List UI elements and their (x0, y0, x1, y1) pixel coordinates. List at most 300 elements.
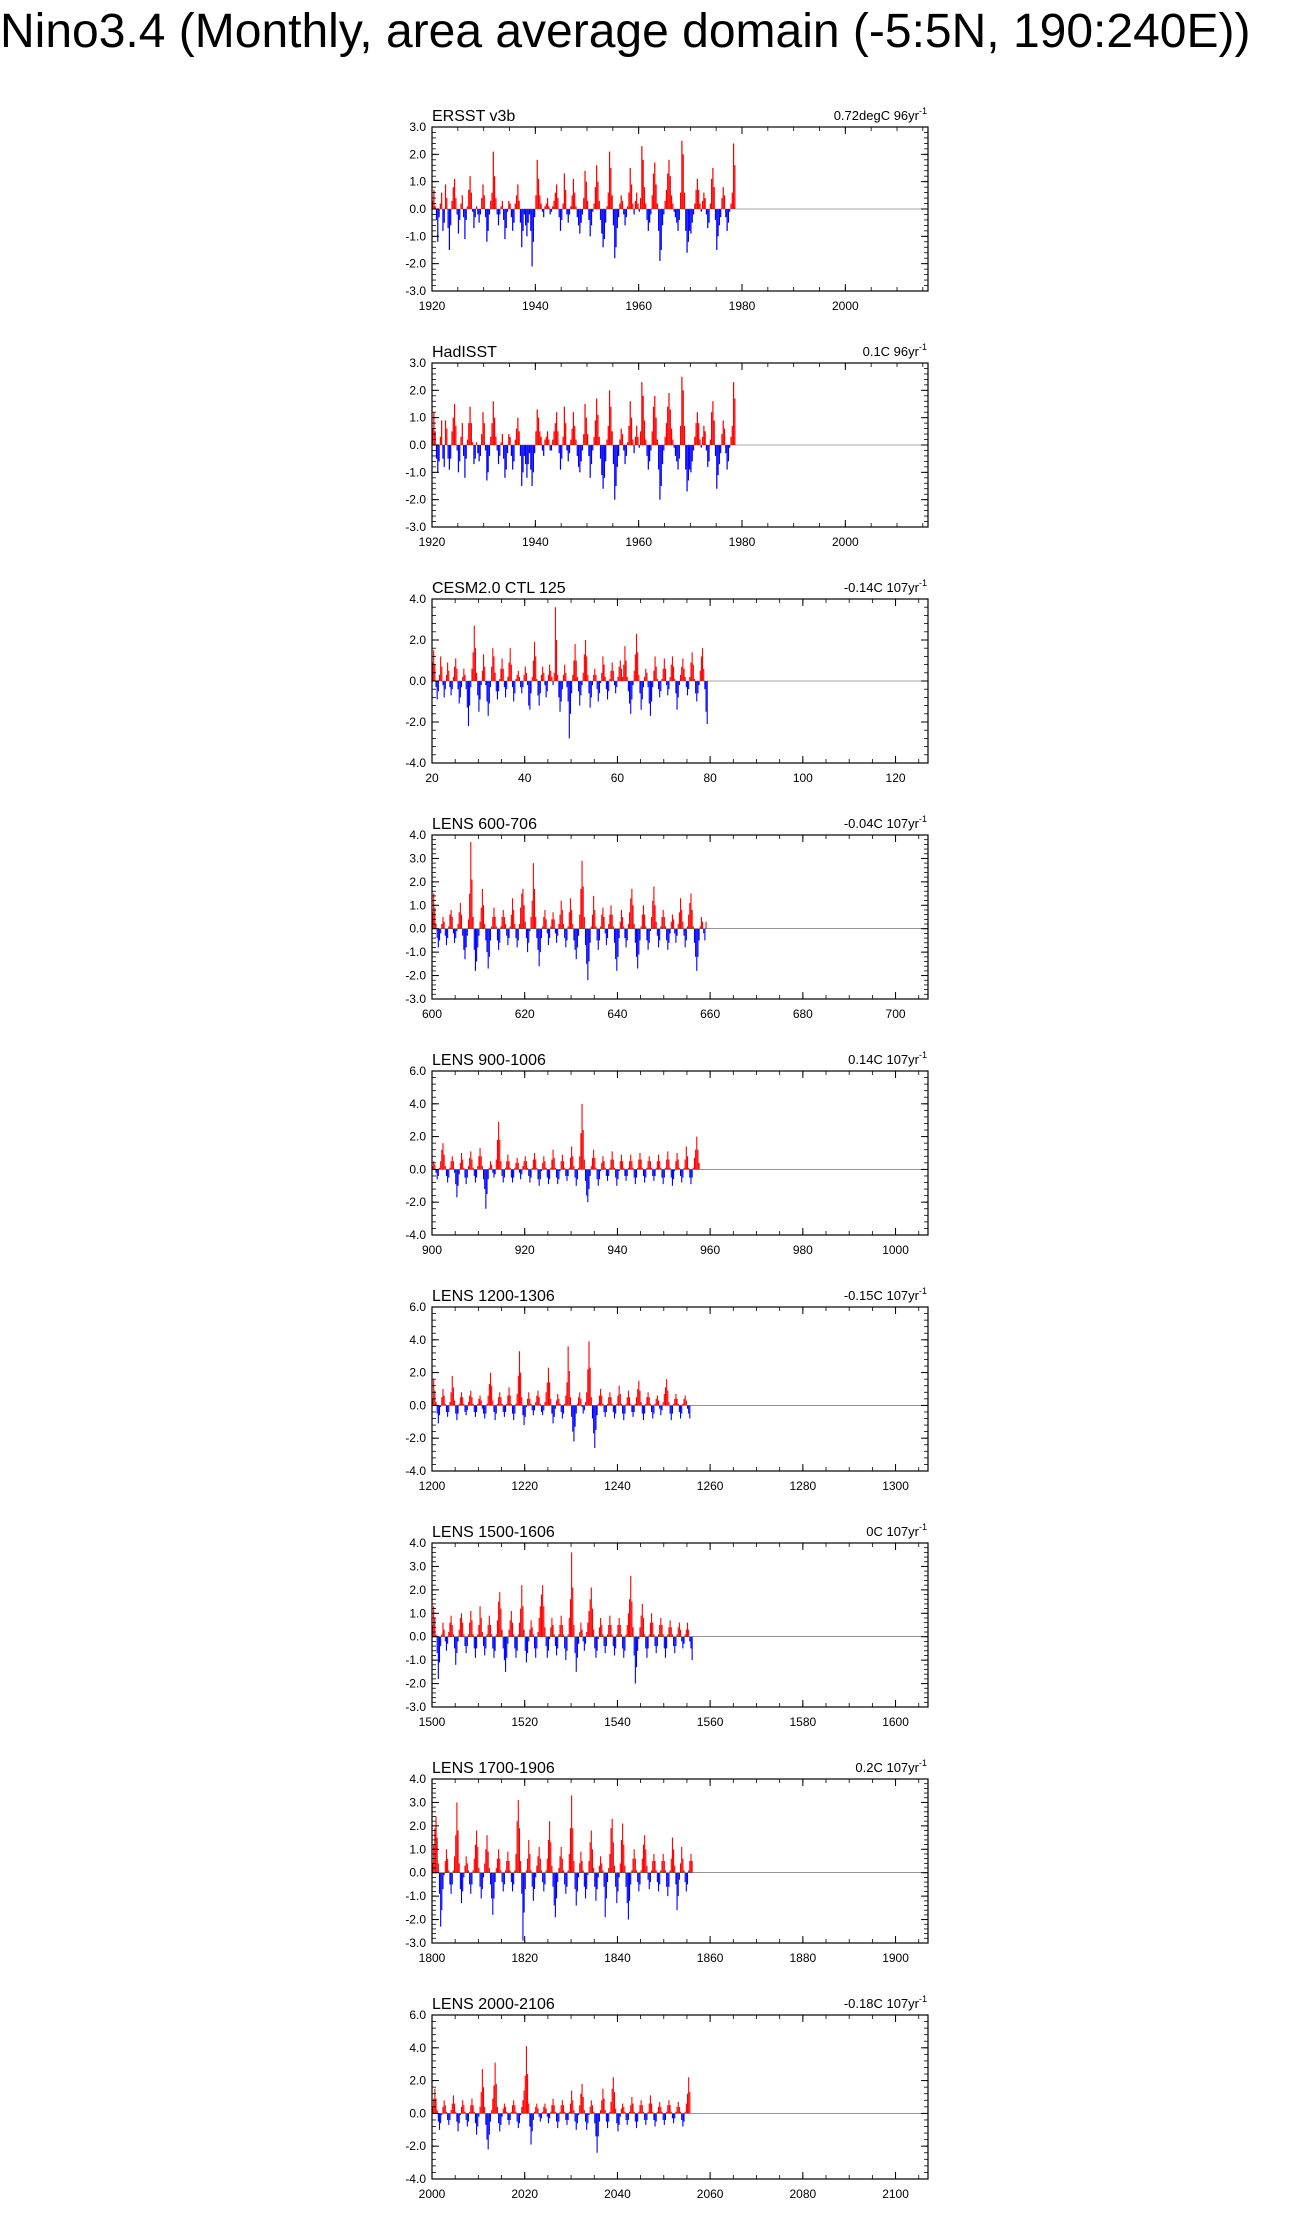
bar-negative (646, 445, 647, 456)
bar-positive (524, 675, 525, 681)
bar-positive (627, 206, 628, 209)
bar-negative (496, 1405, 497, 1413)
bar-positive (571, 1146, 572, 1169)
bar-negative (650, 1873, 651, 1882)
bar-negative (554, 1873, 555, 1906)
bar-negative (459, 445, 460, 461)
bar-negative (607, 681, 608, 699)
bar-positive (453, 1387, 454, 1405)
bar-negative (445, 929, 446, 936)
bar-positive (555, 607, 556, 681)
bar-negative (544, 681, 545, 685)
bar-positive (447, 1859, 448, 1873)
bar-negative (485, 1405, 486, 1413)
bar-negative (436, 445, 437, 459)
bar-negative (549, 929, 550, 938)
bar-positive (448, 1870, 449, 1872)
bar-positive (462, 1397, 463, 1405)
bar-positive (469, 407, 470, 445)
bar-positive (442, 1143, 443, 1169)
bar-negative (468, 2113, 469, 2121)
bar-positive (629, 1161, 630, 1169)
bar-negative (521, 1169, 522, 1174)
bar-positive (599, 1396, 600, 1406)
bar-negative (681, 2113, 682, 2120)
bar-positive (476, 206, 477, 209)
bar-positive (502, 201, 503, 209)
bar-negative (646, 1637, 647, 1658)
bar-negative (634, 1169, 635, 1177)
bar-negative (506, 1637, 507, 1658)
bar-positive (665, 201, 666, 209)
bar-positive (620, 1625, 621, 1637)
bar-positive (531, 917, 532, 929)
bar-negative (623, 445, 624, 450)
bar-positive (535, 917, 536, 929)
bar-positive (535, 195, 536, 209)
bar-negative (642, 1405, 643, 1413)
bar-negative (686, 209, 687, 253)
bar-negative (453, 929, 454, 934)
bar-negative (537, 929, 538, 950)
bar-negative (437, 445, 438, 472)
bar-positive (586, 656, 587, 681)
bar-negative (619, 929, 620, 938)
x-tick-label: 1860 (696, 1951, 724, 1965)
bar-negative (534, 445, 535, 453)
bar-negative (670, 929, 671, 934)
bar-positive (517, 1394, 518, 1405)
bar-negative (559, 209, 560, 217)
bar-positive (641, 2100, 642, 2113)
bar-negative (490, 2113, 491, 2121)
bar-negative (707, 209, 708, 228)
bar-positive (467, 440, 468, 445)
bar-negative (484, 1637, 485, 1656)
bar-negative (689, 1405, 690, 1418)
bar-negative (504, 1169, 505, 1177)
bar-positive (516, 195, 517, 209)
bar-positive (563, 924, 564, 929)
bar-positive (569, 912, 570, 928)
bar-negative (597, 1405, 598, 1415)
bar-negative (534, 209, 535, 217)
bar-negative (646, 2113, 647, 2120)
bar-negative (616, 1873, 617, 1903)
bar-positive (683, 1399, 684, 1406)
bar-positive (612, 2089, 613, 2114)
bar-positive (645, 204, 646, 209)
bar-negative (701, 209, 702, 212)
bar-positive (495, 198, 496, 209)
bar-negative (449, 445, 450, 470)
bar-negative (436, 209, 437, 220)
bar-negative (522, 1405, 523, 1415)
bar-positive (572, 675, 573, 681)
bar-positive (572, 2100, 573, 2113)
bar-positive (621, 669, 622, 681)
bar-negative (715, 445, 716, 456)
y-tick-label: -4.0 (405, 1228, 426, 1242)
bar-negative (505, 681, 506, 697)
bar-positive (491, 926, 492, 928)
bar-positive (712, 401, 713, 445)
bar-positive (631, 184, 632, 209)
bar-negative (681, 1405, 682, 1413)
bar-negative (572, 1405, 573, 1431)
bar-positive (637, 652, 638, 681)
bar-negative (458, 1405, 459, 1413)
bar-negative (493, 1405, 494, 1412)
bar-positive (446, 675, 447, 681)
bar-positive (458, 1831, 459, 1873)
bar-positive (553, 431, 554, 445)
bar-positive (564, 665, 565, 681)
bar-positive (460, 903, 461, 929)
bar-negative (446, 1169, 447, 1176)
x-tick-label: 1300 (882, 1479, 909, 1493)
bar-negative (689, 1169, 690, 1177)
bar-positive (622, 917, 623, 929)
bar-negative (606, 1405, 607, 1412)
bar-positive (637, 437, 638, 445)
bar-positive (650, 2095, 651, 2113)
bar-negative (456, 1405, 457, 1420)
bar-positive (670, 176, 671, 209)
bar-positive (493, 401, 494, 445)
bar-negative (531, 681, 532, 693)
bar-positive (449, 1623, 450, 1637)
bar-negative (727, 209, 728, 231)
bar-positive (510, 926, 511, 928)
bar-negative (556, 1873, 557, 1899)
bar-positive (552, 440, 553, 445)
bar-positive (637, 204, 638, 209)
bar-negative (658, 209, 659, 231)
bar-positive (439, 675, 440, 681)
bar-positive (655, 418, 656, 445)
bar-negative (615, 1169, 616, 1177)
bar-negative (706, 681, 707, 712)
bar-positive (690, 894, 691, 929)
bar-negative (578, 1873, 579, 1878)
bar-positive (528, 2104, 529, 2114)
bar-positive (580, 1852, 581, 1873)
bar-positive (549, 665, 550, 681)
bar-positive (670, 2105, 671, 2113)
bar-positive (671, 195, 672, 209)
bar-positive (541, 204, 542, 209)
bar-positive (632, 440, 633, 445)
bar-positive (518, 1163, 519, 1170)
bar-negative (495, 1873, 496, 1882)
bar-negative (485, 1637, 486, 1649)
bar-negative (466, 1405, 467, 1415)
bar-negative (466, 1637, 467, 1653)
bar-positive (445, 420, 446, 445)
bar-positive (609, 1854, 610, 1873)
bar-negative (497, 445, 498, 450)
bar-negative (615, 681, 616, 693)
bar-positive (556, 640, 557, 681)
bar-negative (502, 2113, 503, 2116)
bar-positive (461, 1153, 462, 1169)
bar-negative (658, 929, 659, 948)
panel-trend: 0.72degC $96yr^{-1}$ (833, 106, 927, 123)
bar-positive (686, 2104, 687, 2114)
bar-positive (579, 1632, 580, 1637)
bar-negative (499, 2113, 500, 2131)
bar-positive (628, 924, 629, 929)
bar-positive (441, 193, 442, 209)
x-tick-label: 1960 (625, 299, 653, 313)
bar-positive (655, 1861, 656, 1873)
bar-positive (518, 1800, 519, 1873)
bar-negative (594, 1405, 595, 1448)
bar-negative (686, 445, 687, 491)
y-tick-label: 0.0 (409, 1398, 426, 1413)
plot-frame (432, 2015, 928, 2179)
bar-positive (496, 1634, 497, 1636)
bar-negative (678, 681, 679, 697)
bar-positive (674, 1399, 675, 1406)
bar-positive (609, 915, 610, 929)
y-tick-label: -2.0 (405, 1912, 426, 1927)
bar-negative (525, 445, 526, 464)
bar-negative (451, 1873, 452, 1894)
bar-positive (652, 901, 653, 929)
bar-positive (519, 924, 520, 929)
bar-positive (694, 204, 695, 209)
bar-negative (664, 2113, 665, 2124)
bar-positive (590, 1368, 591, 1406)
bar-negative (697, 681, 698, 693)
bar-positive (734, 165, 735, 209)
bar-negative (439, 1873, 440, 1894)
bar-positive (518, 1376, 519, 1406)
bar-positive (710, 440, 711, 445)
bar-negative (539, 929, 540, 966)
bar-positive (646, 1866, 647, 1873)
bar-negative (607, 929, 608, 938)
bar-negative (704, 929, 705, 941)
bar-positive (536, 2104, 537, 2114)
bar-positive (668, 393, 669, 445)
bar-negative (489, 209, 490, 214)
bar-negative (646, 929, 647, 941)
bar-negative (677, 209, 678, 231)
bar-positive (515, 440, 516, 445)
bar-positive (666, 1379, 667, 1405)
bar-positive (512, 1623, 513, 1637)
y-tick-label: 0.0 (409, 674, 426, 688)
bar-positive (602, 656, 603, 681)
bar-positive (680, 675, 681, 681)
bar-positive (452, 1156, 453, 1169)
bar-positive (632, 1627, 633, 1636)
bar-positive (551, 677, 552, 681)
bar-positive (645, 440, 646, 445)
bar-negative (635, 1637, 636, 1684)
bar-positive (478, 1625, 479, 1637)
bar-negative (598, 1873, 599, 1878)
bar-negative (455, 1637, 456, 1665)
bar-positive (657, 1396, 658, 1406)
panel-4 (405, 1050, 928, 1257)
bar-negative (469, 1873, 470, 1885)
bar-positive (703, 426, 704, 445)
bar-negative (565, 929, 566, 948)
bar-positive (627, 442, 628, 445)
bar-negative (569, 209, 570, 214)
bar-negative (467, 1405, 468, 1410)
bar-positive (614, 1866, 615, 1873)
bar-negative (467, 681, 468, 708)
bar-negative (575, 929, 576, 950)
bar-negative (644, 1405, 645, 1413)
bar-positive (554, 1158, 555, 1169)
bar-negative (503, 1637, 504, 1649)
bar-positive (462, 2100, 463, 2113)
bar-negative (587, 929, 588, 981)
bar-positive (689, 677, 690, 681)
bar-negative (725, 209, 726, 217)
bar-negative (502, 1873, 503, 1882)
bar-positive (573, 1166, 574, 1169)
bar-negative (636, 2113, 637, 2128)
bar-positive (702, 922, 703, 929)
bar-negative (685, 445, 686, 470)
bar-negative (498, 929, 499, 950)
bar-negative (520, 681, 521, 687)
bar-negative (576, 1873, 577, 1906)
bar-positive (599, 1627, 600, 1636)
bar-negative (512, 1405, 513, 1413)
bar-positive (604, 1161, 605, 1169)
bar-positive (484, 924, 485, 929)
bar-positive (548, 440, 549, 445)
bar-positive (481, 2092, 482, 2113)
bar-negative (688, 445, 689, 481)
bar-negative (521, 1873, 522, 1894)
bar-positive (537, 1632, 538, 1637)
bar-negative (513, 1169, 514, 1177)
bar-negative (577, 1873, 578, 1892)
bar-positive (732, 193, 733, 209)
bar-negative (514, 681, 515, 693)
bar-negative (639, 209, 640, 212)
bar-negative (533, 209, 534, 242)
bar-negative (527, 681, 528, 685)
bar-positive (481, 1400, 482, 1405)
bar-negative (577, 2113, 578, 2123)
bar-negative (442, 445, 443, 459)
bar-positive (435, 2099, 436, 2114)
bar-positive (472, 442, 473, 445)
bar-negative (489, 681, 490, 704)
bar-negative (479, 209, 480, 223)
bar-positive (444, 2100, 445, 2113)
x-tick-label: 2100 (882, 2187, 909, 2201)
bar-positive (520, 908, 521, 929)
bar-positive (644, 1835, 645, 1872)
x-tick-label: 2080 (789, 2187, 817, 2201)
bar-positive (689, 2092, 690, 2113)
bar-negative (579, 681, 580, 706)
bar-negative (513, 209, 514, 223)
bar-negative (524, 1405, 525, 1425)
bar-positive (682, 658, 683, 681)
bar-negative (577, 929, 578, 948)
bar-negative (455, 1169, 456, 1184)
bar-negative (664, 1637, 665, 1649)
bar-positive (631, 1602, 632, 1637)
bar-negative (638, 1637, 639, 1639)
bar-negative (692, 1169, 693, 1177)
bar-positive (670, 1870, 671, 1872)
bar-positive (475, 1845, 476, 1873)
bar-negative (636, 929, 637, 957)
bar-positive (550, 1842, 551, 1872)
bar-negative (649, 209, 650, 223)
bar-negative (483, 1169, 484, 1179)
bar-negative (628, 681, 629, 691)
bar-positive (590, 1842, 591, 1872)
bar-positive (461, 2107, 462, 2114)
bar-negative (597, 2113, 598, 2152)
bar-positive (470, 2105, 471, 2113)
bar-positive (491, 667, 492, 681)
bar-positive (648, 1392, 649, 1405)
bar-negative (461, 681, 462, 687)
bar-negative (598, 681, 599, 702)
bar-negative (478, 681, 479, 712)
bar-negative (674, 1637, 675, 1653)
bar-positive (620, 922, 621, 929)
bar-negative (566, 2113, 567, 2124)
y-tick-label: -1.0 (405, 945, 426, 960)
bar-positive (687, 2094, 688, 2114)
bar-negative (663, 2113, 664, 2120)
bar-negative (727, 445, 728, 470)
bar-positive (584, 654, 585, 681)
bar-negative (528, 681, 529, 706)
bar-positive (444, 1630, 445, 1637)
bar-positive (468, 1166, 469, 1169)
bar-negative (690, 445, 691, 472)
bar-positive (556, 1400, 557, 1405)
bar-positive (519, 677, 520, 681)
bar-positive (697, 179, 698, 209)
bar-positive (541, 1595, 542, 1637)
bar-negative (478, 2113, 479, 2116)
bar-positive (524, 1630, 525, 1637)
bar-positive (665, 1870, 666, 1872)
bar-positive (587, 1369, 588, 1405)
panel-title: LENS 900-1006 (432, 1052, 546, 1069)
bar-positive (505, 1870, 506, 1872)
bar-positive (442, 2107, 443, 2114)
bar-negative (444, 1873, 445, 1875)
x-tick-label: 1800 (418, 1951, 446, 1965)
bar-positive (547, 431, 548, 445)
bar-negative (466, 2113, 467, 2120)
bar-negative (533, 2113, 534, 2120)
x-tick-label: 80 (703, 771, 717, 785)
bar-negative (661, 209, 662, 250)
bar-negative (593, 1405, 594, 1433)
bar-negative (515, 1637, 516, 1658)
